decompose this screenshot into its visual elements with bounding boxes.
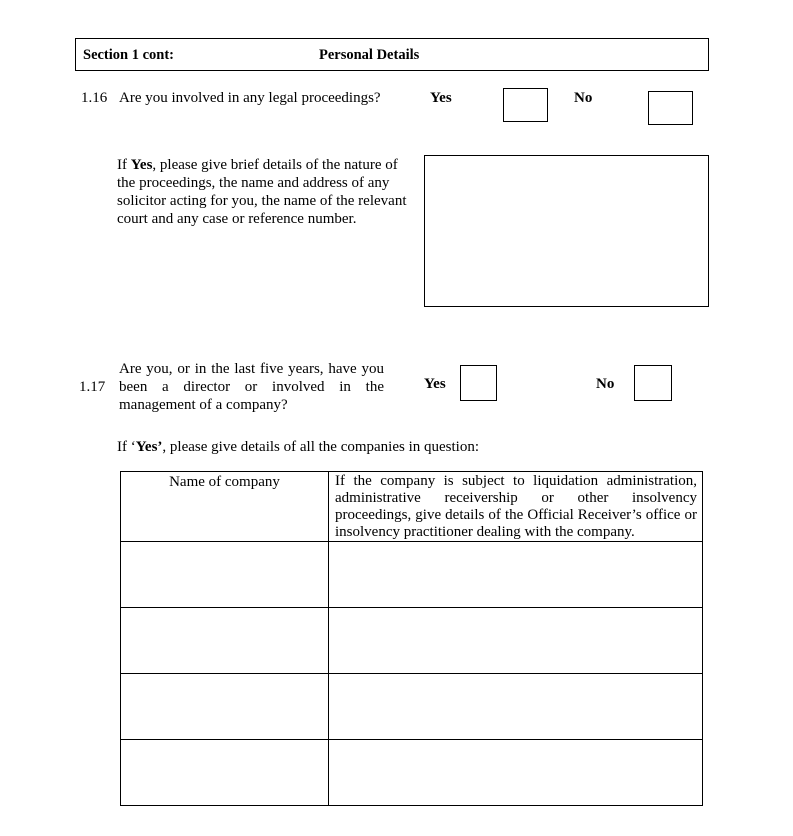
insolvency-details-cell[interactable] [329,674,703,740]
instruction-prefix: If ‘ [117,439,136,455]
instruction-body: , please give details of all the companies in question: [162,439,480,455]
instruction-text-1-17 [117,439,479,456]
insolvency-details-cell[interactable] [329,542,703,608]
no-label-1-16: No [574,90,593,106]
table-row [121,542,703,608]
column-header-insolvency-details: If the company is subject to liquidation administration, administrative receivership or other insolvency proceedings, give details of the Official Receiver’s office or insolvency practitioner dealing with the company. [329,472,703,542]
table-row [121,608,703,674]
question-text-1-16: Are you involved in any legal proceedings? [119,90,381,106]
no-checkbox-1-16[interactable] [648,91,693,125]
company-name-cell[interactable] [121,608,329,674]
column-header-company-name: Name of company [121,472,329,542]
company-name-cell[interactable] [121,674,329,740]
instruction-body: , please give brief details of the nature of the proceedings, the name and address of any solicitor acting for you, the name of the relevant court and any case or reference number. [117,157,407,227]
instruction-yes-bold: Yes [130,157,153,173]
table-row [121,740,703,806]
no-checkbox-1-17[interactable] [634,365,672,401]
yes-checkbox-1-17[interactable] [460,365,497,401]
insolvency-details-cell[interactable] [329,608,703,674]
instruction-text-1-16 [117,156,415,228]
table-header-row [121,472,703,542]
legal-proceedings-details-field[interactable] [424,155,709,307]
question-number-1-17: 1.17 [79,379,106,395]
section-label: Section 1 cont: [83,47,175,63]
yes-checkbox-1-16[interactable] [503,88,548,122]
question-text-1-17: Are you, or in the last five years, have you been a director or involved in the management of a company? [119,361,384,413]
no-label-1-17: No [596,376,615,392]
table-row [121,674,703,740]
instruction-prefix: If [117,157,131,173]
company-name-cell[interactable] [121,542,329,608]
section-title: Personal Details [319,47,420,63]
question-number-1-16: 1.16 [81,90,108,106]
yes-label-1-17: Yes [424,376,446,392]
instruction-yes-bold: Yes’ [135,439,163,455]
company-name-cell[interactable] [121,740,329,806]
insolvency-details-cell[interactable] [329,740,703,806]
yes-label-1-16: Yes [430,90,452,106]
companies-table [120,471,703,806]
section-header [75,38,709,71]
